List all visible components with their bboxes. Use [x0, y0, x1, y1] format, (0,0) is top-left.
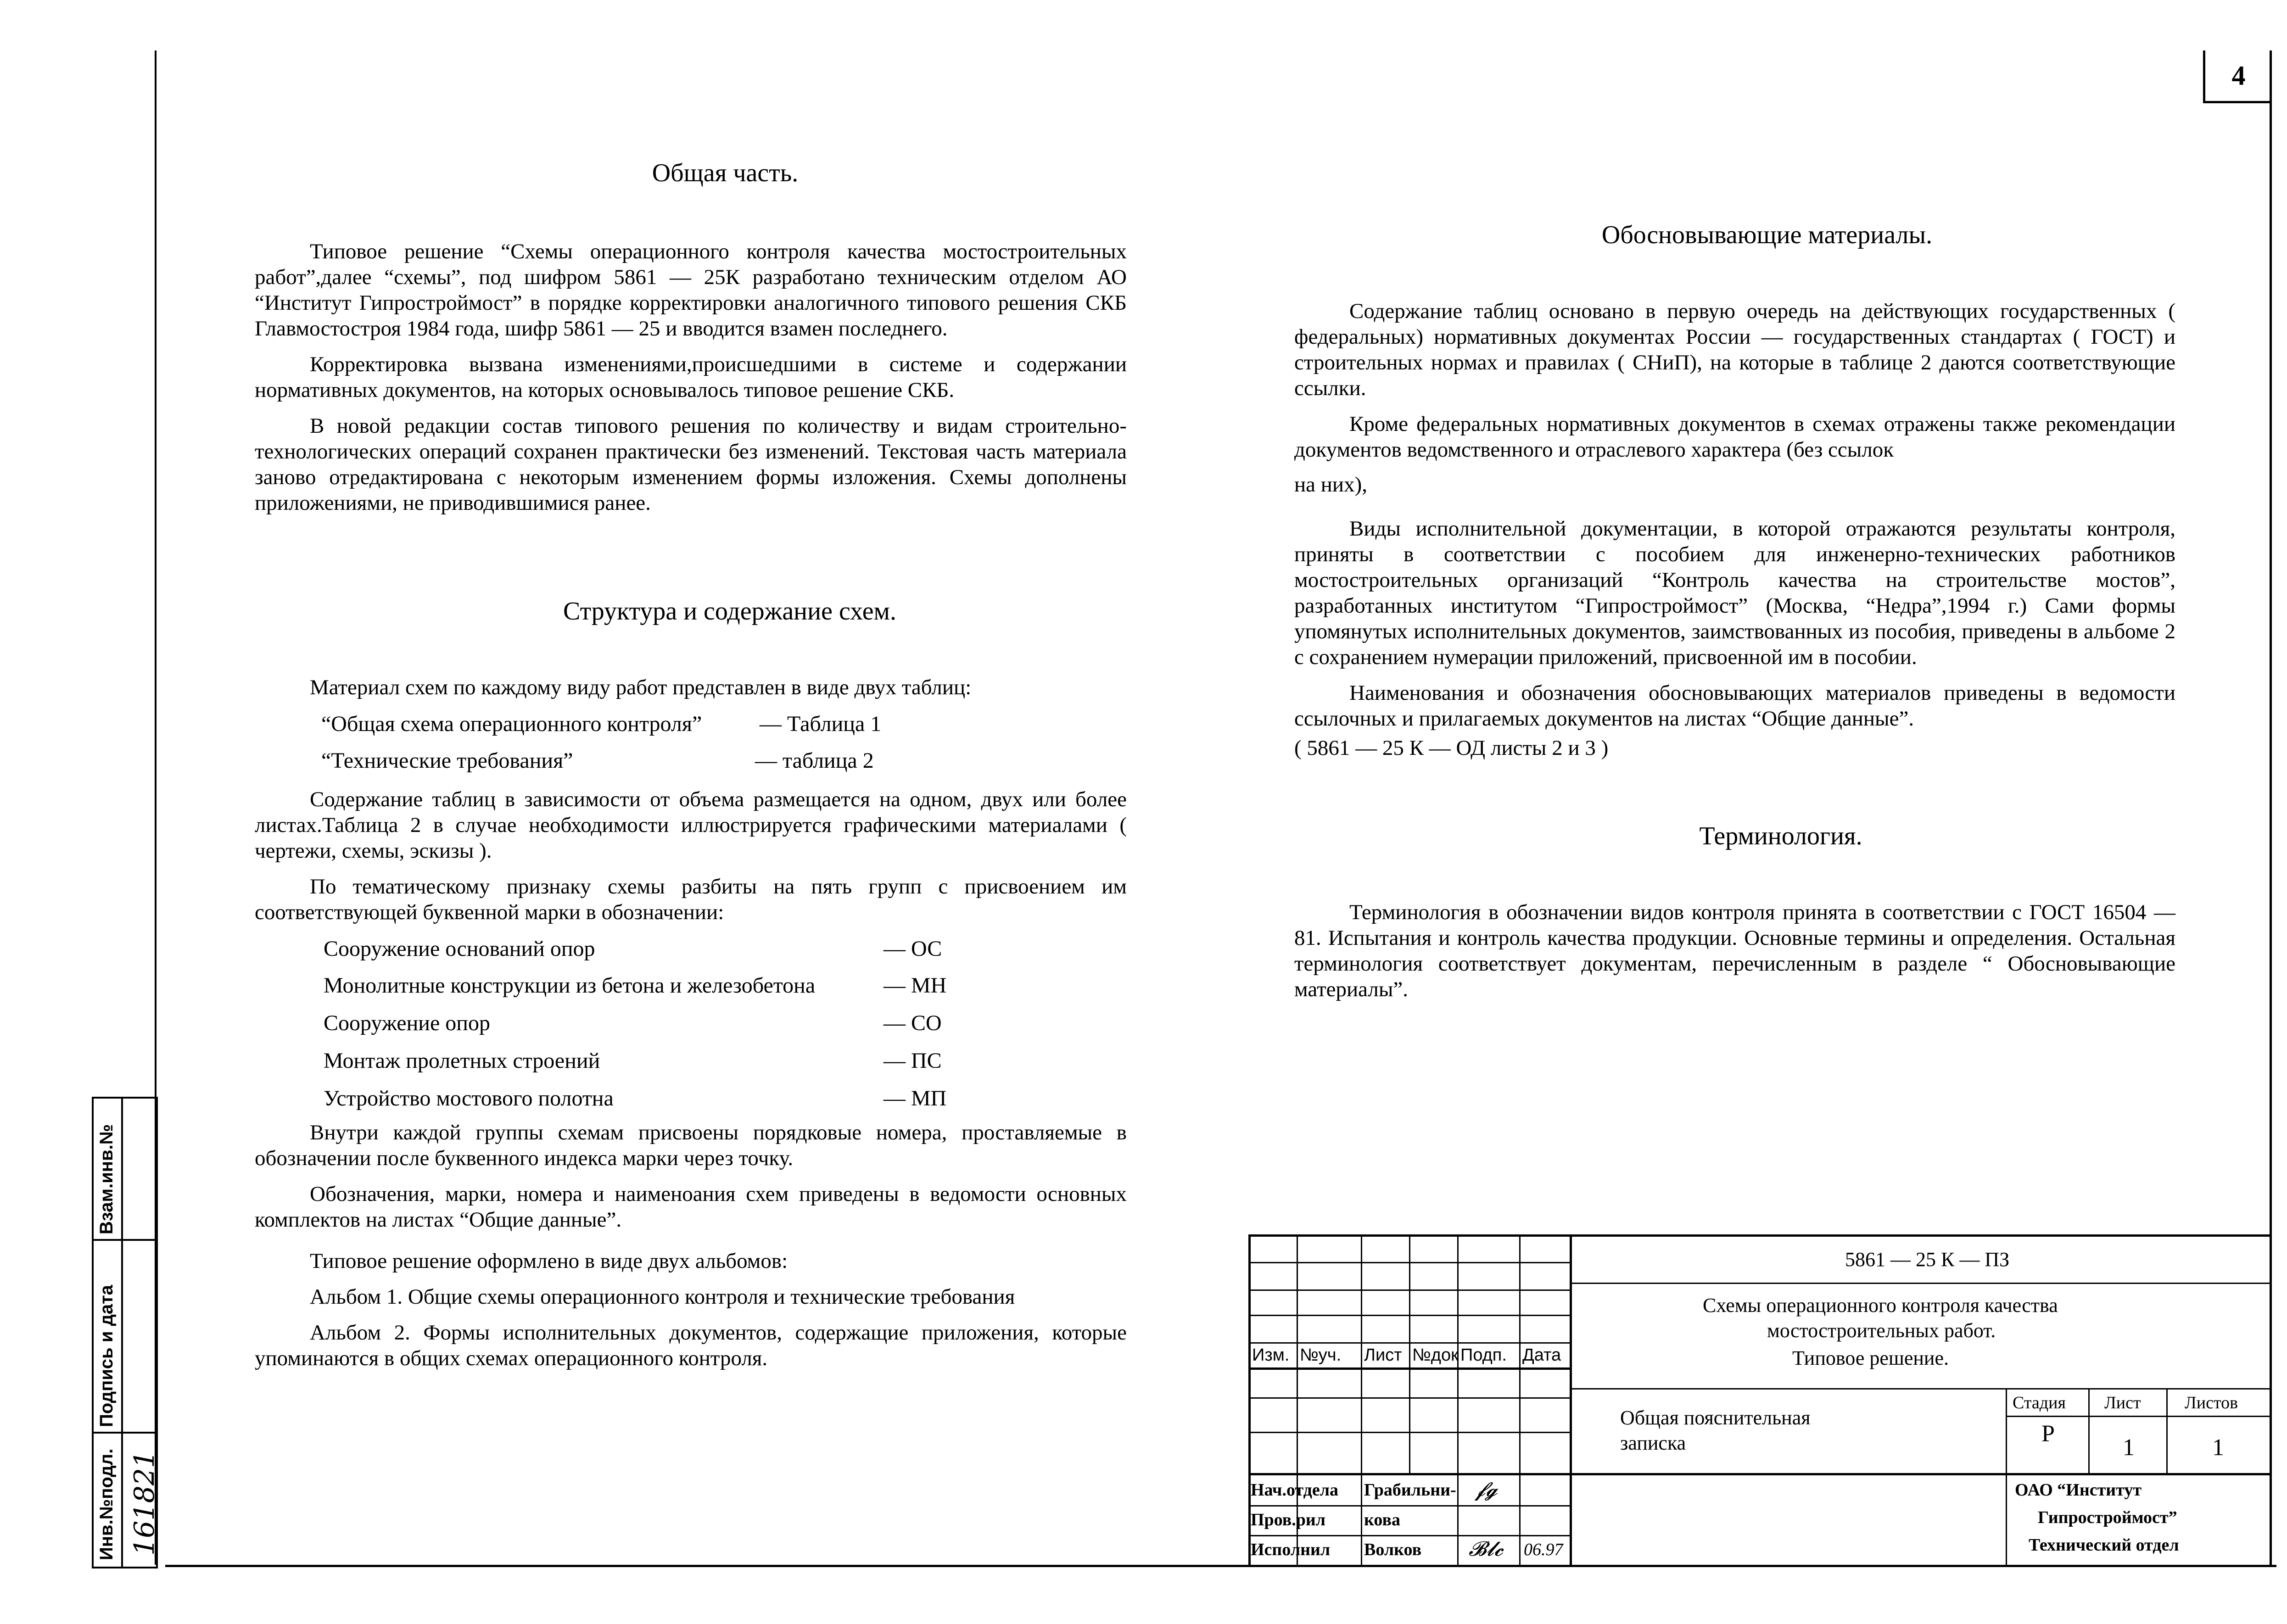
group-code: — ОС	[883, 937, 942, 961]
doc-name-1: Общая пояснительная	[1620, 1406, 1811, 1429]
doc-code: 5861 — 25 К — ПЗ	[1845, 1248, 2010, 1271]
title-line-3: Типовое решение.	[1792, 1347, 1949, 1369]
side-label-inventory: Инв.№подл.	[96, 1448, 117, 1560]
person-name: Волков	[1364, 1540, 1422, 1559]
sign-date: 06.97	[1524, 1540, 1563, 1559]
paragraph: Типовое решение “Схемы операционного контроля качества мостостроительных работ”,далее “схемы”, под шифром 5861 — 25К разработано техническим отделом АО “Институт Гипростроймост” в порядке корректировки аналогичного типового решения СКБ Главмостостроя 1984 года, шифр 5861 — 25 и вводится взамен последнего.	[255, 240, 1127, 340]
group-code: — ПС	[883, 1049, 942, 1073]
role-executed: Исполнил	[1251, 1540, 1331, 1559]
role-head: Нач.отдела	[1251, 1480, 1339, 1500]
col-header: Изм.	[1252, 1345, 1290, 1365]
left-column-text-2	[255, 675, 1127, 1371]
paragraph: Содержание таблиц основано в первую очередь на действующих государственных ( федеральных) нормативных документах России — государственных стандартах ( ГОСТ) и строительных нормах и правилах ( СНиП), на которые в таблице 2 даются соответствующие ссылки.	[1294, 299, 2175, 400]
title-line-2: мостостроительных работ.	[1767, 1319, 1996, 1342]
paragraph: Альбом 2. Формы исполнительных документов, содержащие приложения, которые упоминаются в общих схемах операционного контроля.	[255, 1321, 1127, 1370]
inventory-number: 161821	[129, 1450, 161, 1556]
paragraph: В новой редакции состав типового решения по количеству и видам строительно-технологических операций сохранен практически без изменений. Текстовая часть материала заново отредактирована с некоторым изменением формы изложения. Схемы дополнены приложениями, не приводившимися ранее.	[255, 414, 1127, 515]
doc-name-2: записка	[1620, 1432, 1686, 1454]
sheets-header: Листов	[2185, 1393, 2238, 1412]
title-block	[1248, 1234, 2272, 1566]
paragraph: Обозначения, марки, номера и наименоания схем приведены в ведомости основных комплектов на листах “Общие данные”.	[255, 1182, 1127, 1232]
group-code: — СО	[883, 1011, 942, 1035]
paragraph: По тематическому признаку схемы разбиты на пять групп с присвоением им соответствующей буквенной марки в обозначении:	[255, 875, 1127, 924]
col-header: №уч.	[1300, 1345, 1342, 1365]
group-list	[255, 936, 1127, 1120]
group-name: Монолитные конструкции из бетона и железобетона	[324, 973, 816, 998]
heading-terminology: Терминология.	[1699, 822, 1862, 850]
org-line-2: Гипростроймост”	[2038, 1508, 2177, 1527]
paragraph: Содержание таблиц в зависимости от объема размещается на одном, двух или более листах.Таблица 2 в случае необходимости иллюстрируется графическими материалами ( чертежи, схемы, эскизы ).	[255, 787, 1127, 863]
heading-general: Общая часть.	[652, 159, 799, 187]
paragraph: Виды исполнительной документации, в которой отражаются результаты контроля, приняты в соответствии с пособием для инженерно-технических работников мостостроительных организаций “Контроль качества на строительстве мостов”, разработанных институтом “Гипростроймост” (Москва, “Недра”,1994 г.) Сами формы упомянутых исполнительных документов, заимствованных из пособия, приведены в альбоме 2 с сохранением нумерации приложений, присвоенной им в пособии.	[1294, 517, 2175, 669]
group-name: Устройство мостового полотна	[324, 1086, 614, 1111]
paragraph: Типовое решение оформлено в виде двух альбомов:	[310, 1249, 788, 1273]
paragraph: Кроме федеральных нормативных документов в схемах отражены также рекомендации документов ведомственного и отраслевого характера (без ссылок	[1294, 412, 2175, 462]
signature-executor: 𝓑𝓵𝓬	[1469, 1537, 1504, 1561]
paragraph: Материал схем по каждому виду работ представлен в виде двух таблиц:	[310, 675, 972, 699]
side-stamp	[92, 1097, 161, 1569]
group-code: — МН	[883, 973, 947, 998]
group-code: — МП	[883, 1086, 947, 1111]
title-line-1: Схемы операционного контроля качества	[1703, 1294, 2058, 1317]
table-1-name: “Общая схема операционного контроля”	[321, 712, 702, 736]
right-column-text-2	[1294, 899, 2175, 1002]
signature-head: 𝓯𝓰	[1476, 1478, 1498, 1501]
paragraph: Альбом 1. Общие схемы операционного контроля и технические требования	[310, 1285, 1015, 1309]
col-header: Дата	[1522, 1345, 1561, 1365]
table-1-ref: — Таблица 1	[760, 712, 882, 736]
col-header: Лист	[1364, 1345, 1402, 1365]
paragraph: Терминология в обозначении видов контроля принята в соответствии с ГОСТ 16504 — 81. Испытания и контроль качества продукции. Основные термины и определения. Остальная терминология соответствует документам, перечисленным в разделе “ Обосновывающие материалы”.	[1294, 900, 2175, 1001]
side-label-replacement: Взам.инв.№	[96, 1124, 117, 1234]
org-line-1: ОАО “Институт	[2015, 1480, 2142, 1500]
paragraph: на них),	[1294, 473, 1367, 497]
group-name: Сооружение оснований опор	[324, 937, 595, 961]
sheet-value: 1	[2123, 1434, 2135, 1461]
sheets-value: 1	[2212, 1434, 2224, 1461]
paragraph: Внутри каждой группы схемам присвоены порядковые номера, проставляемые в обозначении после буквенного индекса марки через точку.	[255, 1121, 1127, 1170]
col-header: №док	[1412, 1345, 1459, 1365]
col-header: Подп.	[1460, 1345, 1507, 1365]
paragraph: Корректировка вызвана изменениями,происшедшими в системе и содержании нормативных документов, на которых основывалось типовое решение СКБ.	[255, 352, 1127, 402]
stage-value: Р	[2041, 1421, 2055, 1447]
person-name: кова	[1364, 1510, 1400, 1529]
stage-header: Стадия	[2013, 1393, 2066, 1412]
person-name: Грабильни-	[1364, 1480, 1456, 1500]
group-name: Сооружение опор	[324, 1011, 490, 1035]
table-2-name: “Технические требования”	[321, 748, 573, 773]
heading-justification: Обосновывающие материалы.	[1601, 221, 1933, 249]
paragraph: Наименования и обозначения обосновывающих материалов приведены в ведомости ссылочных и прилагаемых документов на листах “Общие данные”.	[1294, 681, 2175, 731]
group-name: Монтаж пролетных строений	[324, 1049, 600, 1073]
page-number: 4	[2203, 50, 2272, 103]
heading-structure: Структура и содержание схем.	[563, 597, 896, 625]
side-label-signature: Подпись и дата	[96, 1285, 117, 1427]
table-2-ref: — таблица 2	[755, 748, 874, 773]
sheet-header: Лист	[2104, 1393, 2141, 1412]
role-checked: Пров.рил	[1251, 1510, 1326, 1529]
right-column-text	[1294, 298, 2175, 761]
org-line-3: Технический отдел	[2029, 1535, 2179, 1555]
paragraph: ( 5861 — 25 К — ОД листы 2 и 3 )	[1294, 736, 1609, 760]
left-column-text	[255, 239, 1127, 516]
